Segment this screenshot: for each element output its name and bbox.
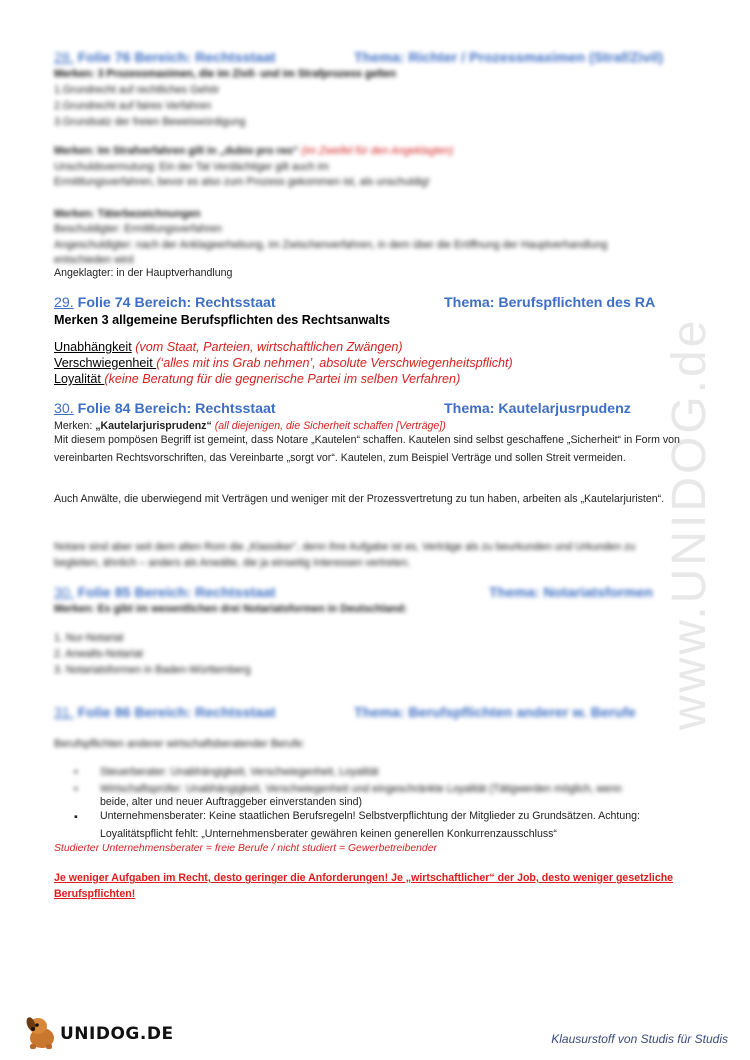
- duty-verschwiegenheit: Verschwiegenheit (‘alles mit ins Grab nehmen’, absolute Verschwiegenheitspflicht): [54, 356, 513, 370]
- dog-icon: [24, 1014, 64, 1052]
- angeklagter-line: Angeklagter: in der Hauptverhandlung: [54, 267, 233, 279]
- bullet-icon: ▪: [74, 766, 78, 778]
- paragraph: entschieden wird: [54, 254, 134, 266]
- section-30-merken: Merken: „Kautelarjurisprudenz“ (all diejenigen, die Sicherheit schaffen [Verträge]): [54, 420, 446, 432]
- logo-text: UNIDOG.DE: [60, 1024, 174, 1044]
- section-28-merken: Merken: 3 Prozessmaximen, die im Zivil- und im Strafprozess gelten: [54, 68, 397, 80]
- footer-tagline: Klausurstoff von Studis für Studis: [551, 1032, 728, 1046]
- bullet-icon: ▪: [74, 783, 78, 795]
- list-item: 2.Grundrecht auf faires Verfahren: [54, 100, 212, 112]
- section-28-in-dubio: Merken: Im Strafverfahren gilt in „dubio pro reo“ (im Zweifel für den Angeklagten): [54, 145, 454, 157]
- list-item: 3. Notariatsformen in Baden-Württemberg: [54, 664, 251, 676]
- section-30b-heading: 30. Folie 85 Bereich: Rechtsstaat Thema: Notariatsformen: [54, 585, 653, 601]
- list-item: 1.Grundrecht auf rechtliches Gehör: [54, 84, 220, 96]
- document-page: www.UNIDOG.de 28. Folie 76 Bereich: Rechtsstaat Thema: Richter / Prozessmaximen (Straf/Zivil) Merken: 3 Prozessmaximen, die im Zivil- und im Strafprozess gelten 1.Grundrecht auf rechtliches Gehör 2.Grundrecht auf faires Verfahren 3.Grundsatz der freien Beweiswürdigung Merken: Im Strafverfahren gilt in „dubio pro reo“ (im Zweifel für den Angeklagten) Unschuldsvermutung: Ein der Tat Verdächtiger gilt auch im Ermittlungsverfahren, bevor es also zum Prozess gekommen ist, als unschuldig! Merken: Täterbezeichnungen Beschuldigter: Ermittlungsverfahren Angeschuldigter: nach der Anklageerhebung, im Zwischenverfahren, in dem über die Eröffnung der Hauptverhandlung entschieden wird Angeklagter: in der Hauptverhandlung 29. Folie 74 Bereich: Rechtsstaat Thema: Berufspflichten des RA Merken 3 allgemeine Berufspflichten des Rechtsanwalts Unabhängkeit (vom Staat, Parteien, wirtschaftlichen Zwängen) Verschwiegenheit (‘alles mit ins Grab nehmen’, absolute Verschwiegenheitspflicht) Loyalität (keine Beratung für die gegnerische Partei im selben Verfahren) 30. Folie 84 Bereich: Rechtsstaat Thema: Kautelarjusrpudenz Merken: „Kautelarjurisprudenz“ (all diejenigen, die Sicherheit schaffen [Verträge]) Mit diesem pompösen Begriff ist gemeint, dass Notare „Kautelen“ schaffen. Kautelen sind selbst geschaffene „Sicherheit“ in Form von vereinbarten Rechtsvorschriften, das Vereinbarte „sorgt vor“. Kautelen, zum Beispiel Verträge und sollen Streit vermeiden. Auch Anwälte, die uberwiegend mit Verträgen und weniger mit der Prozessvertretung zu tun haben, arbeiten als „Kautelarjuristen“. Notare sind aber seit dem alten Rom die „Klassiker“, denn ihre Aufgabe ist es, Verträge als zu beurkunden und Urkunden zu begleiten, ähnlich – anders als Anwälte, die ja einseitig Interessen vertreten. 30. Folie 85 Bereich: Rechtsstaat Thema: Notariatsformen Merken: Es gibt im wesentlichen drei Notariatsformen in Deutschland: 1. Nur-Notariat 2. Anwalts-Notariat 3. Notariatsformen in Baden-Württemberg 31. Folie 86 Bereich: Rechtsstaat Thema: Berufspflichten anderer w. Berufe Berufspflichten anderer wirtschaftsberatender Berufe: ▪ Steuerberater: Unabhängigkeit, Verschwiegenheit, Loyalität ▪ Wirtschaftsprüfer: Unabhängigkeit, Verschwiegenheit und eingeschränkte Loyalität (Tätigwerden möglich, wenn beide, alter und neuer Auftraggeber einverstanden sind) ▪ Unternehmensberater: Keine staatlichen Berufsregeln! Selbstverpflichtung der Mitglieder zu Grundsätzen. Achtung: Loyalitätspflicht fehlt: „Unternehmensberater gewähren keinen generellen Konkurrenzausschluss“ Studierter Unternehmensberater = freie Berufe / nicht studiert = Gewerbetreibender Je weniger Aufgaben im Recht, desto geringer die Anforderungen! Je „wirtschaftlicher“ der Job, desto weniger gesetzliche Berufspflichten! UNIDOG.DE Klausurstoff von Studis für Studis: [0, 0, 750, 1060]
- warning-text: Je weniger Aufgaben im Recht, desto geringer die Anforderungen! Je „wirtschaftlicher“ der Job, desto weniger gesetzliche Berufspflichten!: [54, 872, 674, 900]
- section-29-theme: Thema: Berufspflichten des RA: [444, 295, 656, 311]
- paragraph: Ermittlungsverfahren, bevor es also zum Prozess gekommen ist, als unschuldig!: [54, 176, 430, 188]
- section-30-paragraph-2: Auch Anwälte, die uberwiegend mit Verträgen und weniger mit der Prozessvertretung zu tun haben, arbeiten als „Kautelarjuristen“.: [54, 493, 665, 505]
- section-28-taeter-heading: Merken: Täterbezeichnungen: [54, 208, 201, 220]
- bullet-steuerberater: Steuerberater: Unabhängigkeit, Verschwiegenheit, Loyalität: [100, 766, 379, 778]
- watermark: www.UNIDOG.de: [663, 317, 716, 730]
- note-unternehmensberater: Studierter Unternehmensberater = freie Berufe / nicht studiert = Gewerbetreibender: [54, 843, 437, 854]
- paragraph: Beschuldigter: Ermittlungsverfahren: [54, 223, 222, 235]
- list-item: 1. Nur-Notariat: [54, 632, 124, 644]
- list-item: 2. Anwalts-Notariat: [54, 648, 143, 660]
- paragraph: Unschuldsvermutung: Ein der Tat Verdächtiger gilt auch im: [54, 161, 329, 173]
- list-item: 3.Grundsatz der freien Beweiswürdigung: [54, 116, 246, 128]
- section-30-theme: Thema: Kautelarjusrpudenz: [444, 401, 631, 417]
- section-29-merken: Merken 3 allgemeine Berufspflichten des Rechtsanwalts: [54, 313, 390, 327]
- bullet-wirtschaftspruefer-cont: beide, alter und neuer Auftraggeber einverstanden sind): [100, 796, 363, 808]
- section-30b-merken: Merken: Es gibt im wesentlichen drei Notariatsformen in Deutschland:: [54, 603, 408, 615]
- bullet-unternehmensberater: Unternehmensberater: Keine staatlichen Berufsregeln! Selbstverpflichtung der Mitglieder zu Grundsätzen. Achtung: Loyalitätspflicht fehlt: „Unternehmensberater gewähren keinen generellen Konkurrenzausschluss“: [100, 810, 640, 840]
- section-29-heading: 29. Folie 74 Bereich: Rechtsstaat Thema: Berufspflichten des RA: [54, 295, 656, 311]
- bullet-icon: ▪: [74, 811, 78, 823]
- paragraph: Angeschuldigter: nach der Anklageerhebung, im Zwischenverfahren, in dem über die Eröffnung der Hauptverhandlung: [54, 239, 608, 251]
- unidog-logo: [24, 1016, 174, 1052]
- section-31-heading: 31. Folie 86 Bereich: Rechtsstaat Thema: Berufspflichten anderer w. Berufe: [54, 705, 636, 721]
- duty-loyalitaet: Loyalität (keine Beratung für die gegnerische Partei im selben Verfahren): [54, 372, 461, 386]
- section-28-heading: 28. Folie 76 Bereich: Rechtsstaat Thema: Richter / Prozessmaximen (Straf/Zivil): [54, 50, 664, 66]
- section-31-intro: Berufspflichten anderer wirtschaftsberatender Berufe:: [54, 738, 305, 750]
- section-30-heading: 30. Folie 84 Bereich: Rechtsstaat Thema: Kautelarjusrpudenz: [54, 401, 631, 417]
- section-30-paragraph-1: Mit diesem pompösen Begriff ist gemeint, dass Notare „Kautelen“ schaffen. Kautelen sind selbst geschaffene „Sicherheit“ in Form von vereinbarten Rechtsvorschriften, das Vereinbarte „sorgt vor“. Kautelen, zum Beispiel Verträge und sollen Streit vermeiden.: [54, 434, 680, 464]
- bullet-wirtschaftspruefer: Wirtschaftsprüfer: Unabhängigkeit, Verschwiegenheit und eingeschränkte Loyalität (Tätigwerden möglich, wenn: [100, 783, 622, 795]
- duty-unabhaengigkeit: Unabhängkeit (vom Staat, Parteien, wirtschaftlichen Zwängen): [54, 340, 403, 354]
